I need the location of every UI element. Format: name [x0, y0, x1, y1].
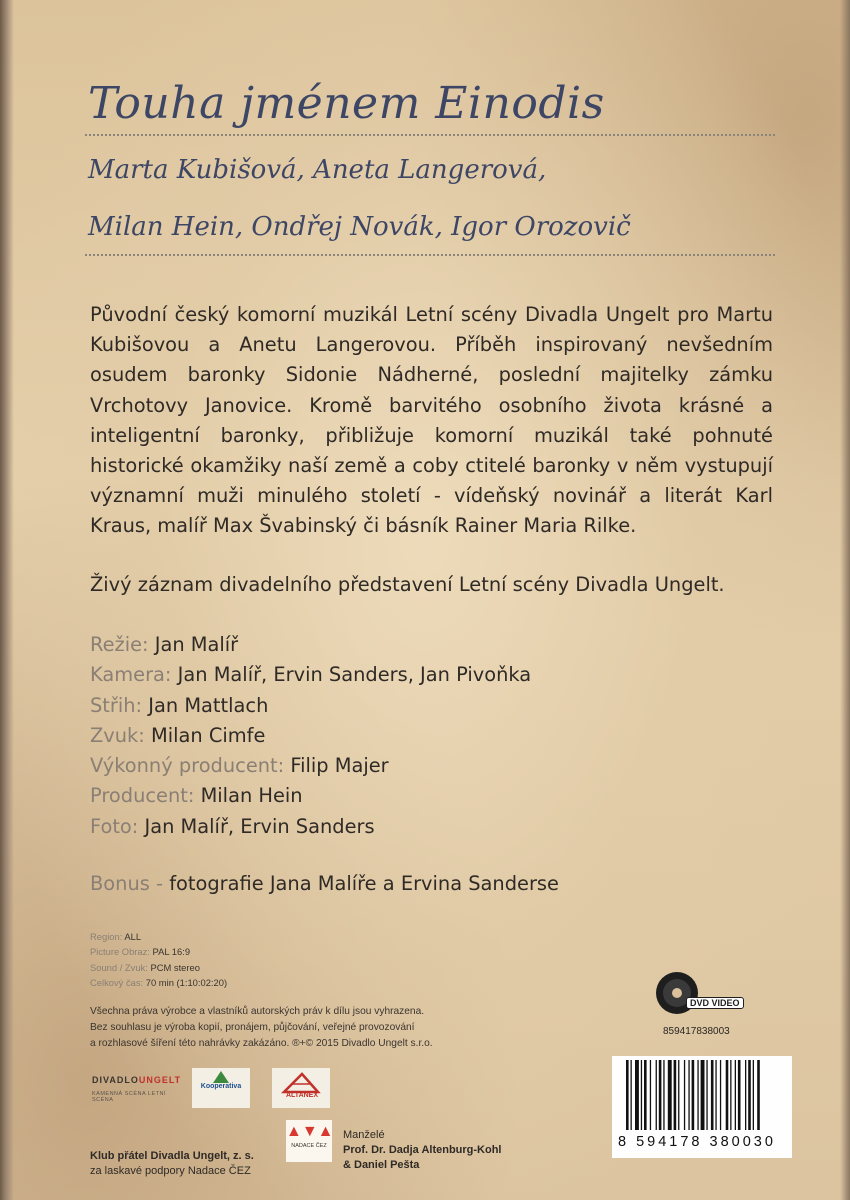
credit-value: Jan Malíř, Ervin Sanders [144, 814, 375, 838]
logo-text: DIVADLO [92, 1075, 139, 1085]
credit-label: Kamera: [90, 663, 172, 687]
credit-row [90, 691, 531, 721]
barcode-digits: 8 594178 380030 [618, 1134, 776, 1150]
catalog-number: 859417838003 [663, 1026, 730, 1037]
bonus-value: fotografie Jana Malíře a Ervina Sanderse [169, 872, 559, 895]
credit-row [90, 781, 531, 811]
logo-text: Kooperativa [200, 1083, 242, 1090]
tech-label: Region: [90, 931, 123, 942]
credit-row [90, 630, 531, 660]
credit-label: Výkonný producent: [90, 754, 285, 778]
bonus-line [90, 872, 559, 895]
tech-value: ALL [124, 931, 142, 942]
bonus-label: Bonus - [90, 872, 164, 895]
credit-value: Jan Malíř [154, 633, 239, 656]
sponsor-line: Manželé [343, 1129, 385, 1141]
kooperativa-icon [213, 1071, 229, 1083]
credit-value: Jan Mattlach [148, 693, 269, 717]
logo-text: NADACE ČEZ [291, 1143, 327, 1149]
credit-label: Střih: [90, 693, 143, 717]
tech-value: PCM stereo [150, 961, 200, 973]
tech-value: 70 min (1:10:02:20) [145, 977, 228, 989]
tech-row [90, 944, 227, 959]
credit-label: Foto: [90, 814, 139, 838]
dvd-disc-icon [655, 968, 755, 1018]
rights-line: Všechna práva výrobce a vlastníků autorských práv k dílu jsou vyhrazena. [90, 1006, 425, 1017]
rights-line: a rozhlasové šíření této nahrávky zakázáno. ®+© 2015 Divadlo Ungelt s.r.o. [90, 1038, 433, 1049]
credit-value: Milan Hein [200, 784, 303, 808]
altanex-icon [272, 1068, 330, 1108]
credit-row [90, 751, 531, 781]
tech-row [90, 960, 227, 975]
credit-value: Filip Majer [290, 754, 389, 778]
description: Původní český komorní muzikál Letní scény Divadla Ungelt pro Martu Kubišovou a Anetu Langerovou. Příběh inspirovaný nevšedním osudem baronky Sidonie Nádherné, poslední majitelky zámku Vrchotovy Janovice. Kromě barvitého osobního života krásné a inteligentní baronky, přibližuje komorní muzikál také pohnuté historické okamžiky naší země a coby ctitelé baronky v něm vystupují významní muži minulého století - vídeňský novinář a literát Karl Kraus, malíř Max Švabinský či básník Rainer Maria Rilke. [90, 303, 773, 538]
dotted-divider [85, 254, 775, 256]
kooperativa-logo [192, 1068, 250, 1108]
credit-label: Zvuk: [90, 723, 145, 747]
club-support: za laskavé podpory Nadace ČEZ [90, 1165, 251, 1177]
tech-label: Sound / Zvuk: [90, 961, 148, 973]
nadace-icon: ▲▼▲ [286, 1123, 334, 1140]
credit-label: Režie: [90, 633, 149, 656]
club-credit [90, 1149, 254, 1179]
credits-list [90, 630, 531, 842]
tech-row [90, 975, 227, 990]
live-recording-note: Živý záznam divadelního představení Letní scény Divadla Ungelt. [90, 573, 725, 596]
sponsor-name: Prof. Dr. Dadja Altenburg-Kohl [343, 1144, 502, 1156]
barcode-bars [612, 1060, 792, 1140]
sponsor-name: & Daniel Pešta [343, 1159, 420, 1171]
altanex-logo [272, 1068, 330, 1108]
logo-text: UNGELT [138, 1075, 182, 1085]
tech-value: PAL 16:9 [152, 946, 191, 958]
credit-row [90, 812, 531, 842]
cast-line-2: Milan Hein, Ondřej Novák, Igor Orozovič [88, 212, 631, 242]
credit-label: Producent: [90, 784, 195, 808]
tech-label: Celkový čas: [90, 977, 144, 989]
credit-row [90, 721, 531, 751]
credit-value: Milan Cimfe [150, 723, 266, 747]
tech-row [90, 929, 227, 944]
nadace-cez-logo [286, 1120, 332, 1162]
dotted-divider [85, 134, 775, 136]
dvd-video-label: DVD VIDEO [686, 997, 744, 1009]
tech-info [90, 929, 227, 991]
sponsors [343, 1128, 502, 1173]
credit-row [90, 660, 531, 690]
cast-line-1: Marta Kubišová, Aneta Langerová, [88, 155, 547, 185]
divadlo-ungelt-logo [92, 1075, 180, 1107]
tech-label: Picture Obraz: [90, 946, 150, 958]
rights-line: Bez souhlasu je výroba kopií, pronájem, půjčování, veřejné provozování [90, 1022, 415, 1033]
rights-notice [90, 1004, 433, 1052]
credit-value: Jan Malíř, Ervin Sanders, Jan Pivoňka [177, 663, 532, 687]
club-name: Klub přátel Divadla Ungelt, z. s. [90, 1150, 254, 1162]
title: Touha jménem Einodis [88, 78, 605, 129]
logo-text: ALTANEX [286, 1092, 319, 1099]
logo-subtext: KAMENNÁ SCÉNA LETNÍ SCÉNA [92, 1091, 166, 1103]
